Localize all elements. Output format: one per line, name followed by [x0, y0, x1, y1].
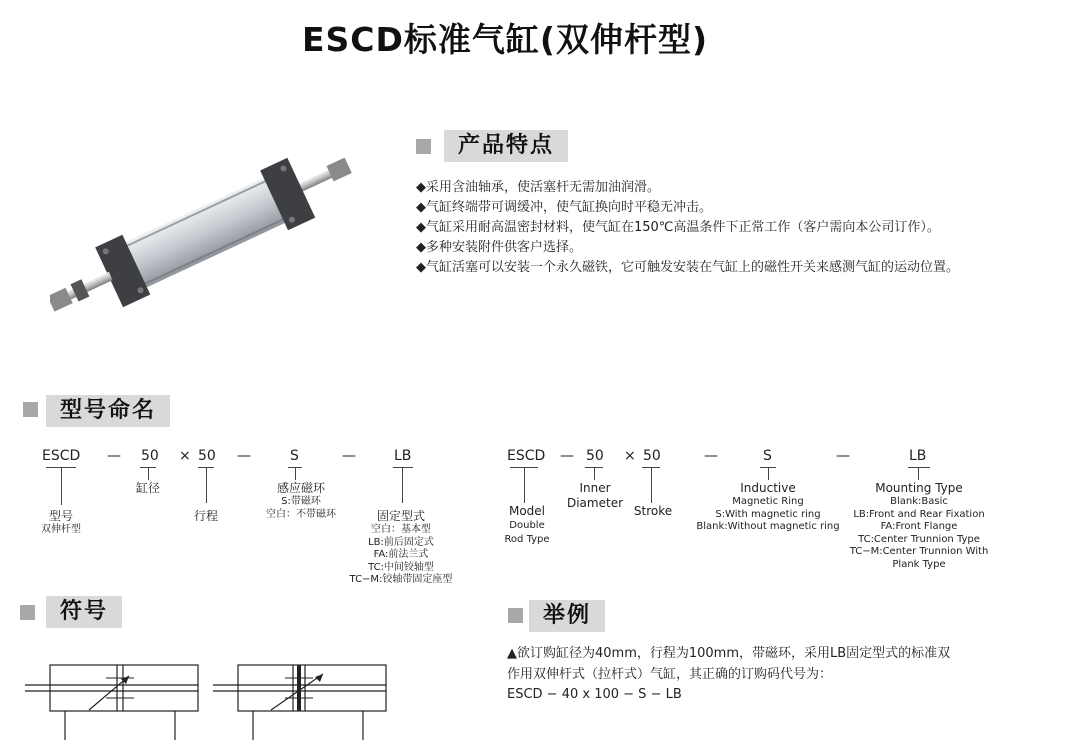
code-stroke: 50 [198, 448, 216, 464]
leader-line [918, 467, 919, 480]
section-marker [20, 605, 35, 620]
code-times: × [624, 448, 636, 464]
feature-item: ◆多种安装附件供客户选择。 [416, 240, 582, 255]
example-line: ▲欲订购缸径为40mm，行程为100mm，带磁环，采用LB固定型式的标准双 [507, 646, 951, 661]
bore-label: 缸径 [135, 481, 160, 495]
leader-line [206, 467, 207, 503]
code-mount: LB [909, 448, 927, 464]
code-magnet: S [290, 448, 299, 464]
stroke-label: 行程 [193, 509, 218, 523]
magnet-label: 感应磁环 S:带磁环 空白：不带磁环 [266, 481, 336, 520]
model-label: Model Double Rod Type [504, 504, 550, 545]
code-bore: 50 [586, 448, 604, 464]
stroke-label: Stroke [633, 504, 673, 518]
code-dash: — [237, 448, 251, 464]
mount-label: 固定型式 空白：基本型 LB:前后固定式 FA:前法兰式 TC:中间铰轴型 TC−M:铰轴带固定座型 [349, 509, 453, 585]
leader-line [393, 467, 413, 468]
example-heading: 举例 [529, 600, 605, 632]
leader-line [61, 467, 62, 505]
code-bore: 50 [141, 448, 159, 464]
leader-line [402, 467, 403, 503]
feature-item: ◆气缸活塞可以安装一个永久磁铁，它可触发安装在气缸上的磁性开关来感测气缸的运动位置。 [416, 260, 959, 275]
example-line: 作用双伸杆式（拉杆式）气缸，其正确的订购码代号为： [507, 666, 833, 682]
example-text [507, 644, 950, 706]
section-marker [508, 608, 523, 623]
code-mount: LB [394, 448, 412, 464]
leader-line [295, 467, 296, 480]
code-magnet: S [763, 448, 772, 464]
section-marker [416, 139, 431, 154]
leader-line [651, 467, 652, 503]
code-dash: — [704, 448, 718, 464]
feature-item: ◆气缸采用耐高温密封材料，使气缸在150℃高温条件下正常工作（客户需向本公司订作）。 [416, 220, 940, 235]
cylinder-photo [50, 158, 370, 318]
leader-line [768, 467, 769, 480]
code-model: ESCD [42, 448, 81, 464]
symbol-heading: 符号 [46, 596, 122, 628]
leader-line [594, 467, 595, 480]
section-marker [23, 402, 38, 417]
code-stroke: 50 [643, 448, 661, 464]
feature-item: ◆气缸终端带可调缓冲，使气缸换向时平稳无冲击。 [416, 200, 712, 215]
model-naming-heading: 型号命名 [46, 395, 170, 427]
code-model: ESCD [507, 448, 546, 464]
bore-label: Inner Diameter [566, 481, 624, 510]
code-dash: — [836, 448, 850, 464]
magnet-label: Inductive Magnetic Ring S:With magnetic ring Blank:Without magnetic ring [696, 481, 840, 532]
cylinder-symbol-basic [25, 660, 205, 742]
features-heading: 产品特点 [444, 130, 568, 162]
leader-line [908, 467, 930, 468]
code-dash: — [342, 448, 356, 464]
example-code: ESCD − 40 x 100 − S − LB [507, 687, 682, 702]
leader-line [148, 467, 149, 480]
features-list [416, 178, 959, 278]
page-title: ESCD标准气缸(双伸杆型) [301, 20, 709, 59]
mount-label: Mounting Type Blank:Basic LB:Front and Rear Fixation FA:Front Flange TC:Center Trunnion Type TC−M:Center Trunnion With Plank Type [849, 481, 989, 570]
feature-item: ◆采用含油轴承，使活塞杆无需加油润滑。 [416, 180, 660, 195]
model-label: 型号 双伸杆型 [41, 509, 81, 535]
leader-line [524, 467, 525, 503]
code-times: × [179, 448, 191, 464]
cylinder-symbol-magnetic [213, 660, 393, 742]
code-dash: — [560, 448, 574, 464]
code-dash: — [107, 448, 121, 464]
